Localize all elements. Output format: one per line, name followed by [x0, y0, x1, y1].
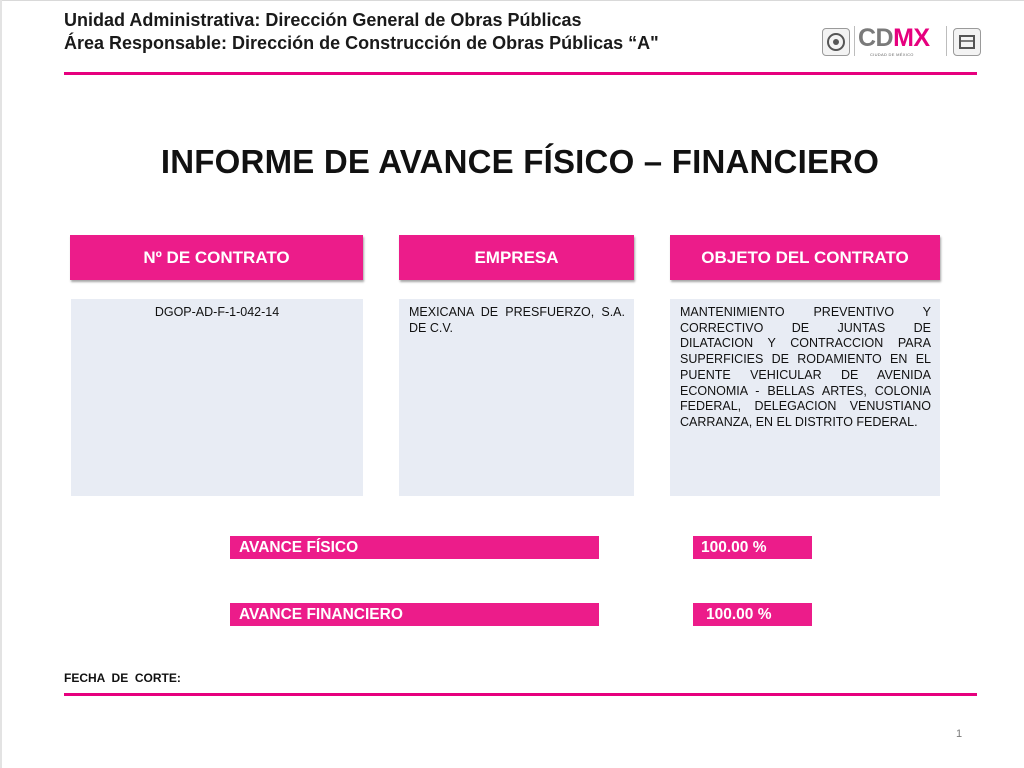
contrato-header: Nº DE CONTRATO [70, 235, 363, 280]
page-number: 1 [956, 728, 963, 740]
logo-divider [854, 26, 855, 56]
logo-divider [946, 26, 947, 56]
objeto-header: OBJETO DEL CONTRATO [670, 235, 940, 280]
avance-financiero-label: AVANCE FINANCIERO [230, 603, 599, 626]
fecha-corte-label: FECHA DE CORTE: [64, 671, 181, 685]
report-title: INFORME DE AVANCE FÍSICO – FINANCIERO [160, 143, 880, 180]
empresa-header: EMPRESA [399, 235, 634, 280]
cdmx-logo-group [822, 24, 980, 58]
avance-fisico-value: 100.00 % [693, 536, 812, 559]
empresa-value: MEXICANA DE PRESFUERZO, S.A. DE C.V. [399, 299, 634, 496]
avance-fisico-label: AVANCE FÍSICO [230, 536, 599, 559]
footer-divider [64, 693, 977, 696]
contrato-value: DGOP-AD-F-1-042-14 [71, 299, 363, 496]
cdmx-logo: CDMX [858, 24, 930, 52]
cdmx-logo-subtitle: CIUDAD DE MÉXICO [870, 52, 914, 57]
building-seal-icon [953, 28, 981, 56]
top-border [0, 0, 1024, 1]
avance-financiero-value: 100.00 % [693, 603, 812, 626]
coat-of-arms-icon [822, 28, 850, 56]
left-edge [0, 0, 2, 768]
header-divider [64, 72, 977, 75]
objeto-value: MANTENIMIENTO PREVENTIVO Y CORRECTIVO DE JUNTAS DE DILATACION Y CONTRACCION PARA SUPERFICIES DE RODAMIENTO EN EL PUENTE VEHICULAR DE AVENIDA ECONOMIA - BELLAS ARTES, COLONIA FEDERAL, DELEGACION VENUSTIANO CARRANZA, EN EL DISTRITO FEDERAL. [670, 299, 940, 496]
area-responsable: Área Responsable: Dirección de Construcción de Obras Públicas “A" [64, 33, 659, 53]
unidad-administrativa: Unidad Administrativa: Dirección General de Obras Públicas [64, 10, 582, 30]
